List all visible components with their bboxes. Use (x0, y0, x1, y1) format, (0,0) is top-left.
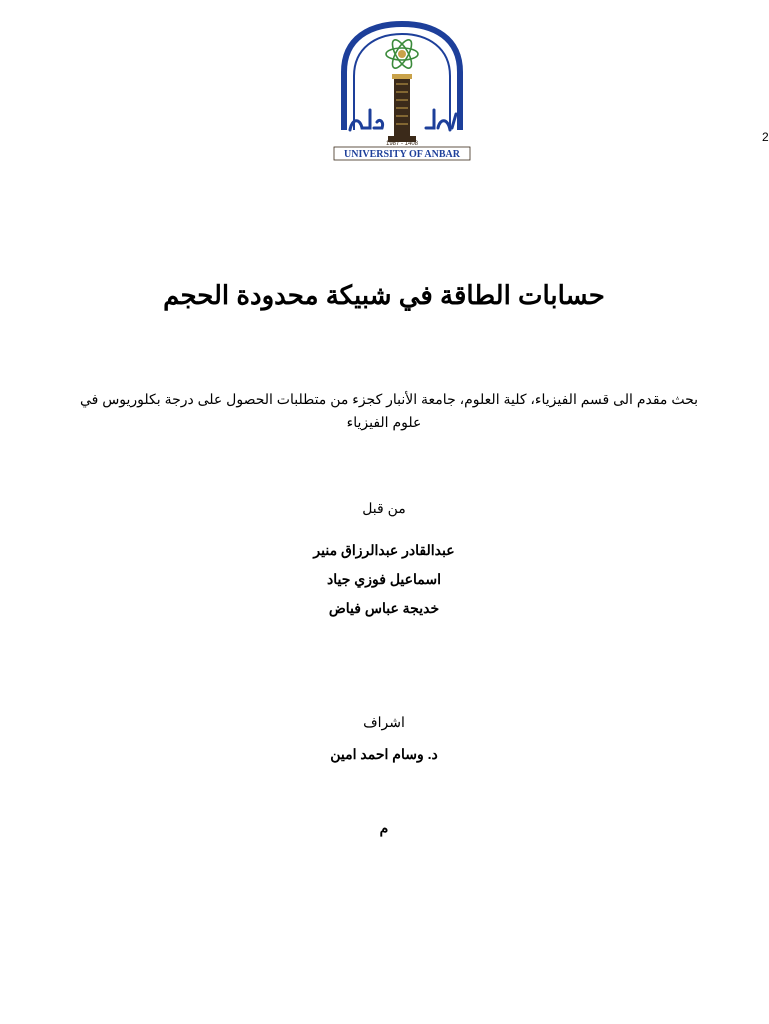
minaret-icon (388, 74, 416, 142)
year-mark: م (379, 820, 389, 836)
logo-english-name: UNIVERSITY OF ANBAR (344, 149, 460, 160)
university-logo (330, 18, 474, 163)
author-name: خديجة عباس فياض (328, 600, 440, 616)
description-line-2: علوم الفيزياء (346, 414, 422, 430)
edge-mark: 2 (762, 130, 769, 144)
author-name: عبدالقادر عبدالرزاق منير (313, 542, 455, 558)
thesis-title: حسابات الطاقة في شبيكة محدودة الحجم (163, 280, 605, 310)
by-label: من قبل (362, 500, 406, 516)
atom-icon (386, 37, 418, 71)
supervision-label: اشراف (363, 714, 405, 730)
description-line-1: بحث مقدم الى قسم الفيزياء، كلية العلوم، جامعة الأنبار كجزء من متطلبات الحصول على درجة بكلوريوس في (79, 391, 698, 407)
logo-years: 1987 - 1408 (385, 141, 419, 147)
supervisor-name: د. وسام احمد امين (330, 746, 438, 762)
author-name: اسماعيل فوزي جياد (327, 571, 441, 587)
